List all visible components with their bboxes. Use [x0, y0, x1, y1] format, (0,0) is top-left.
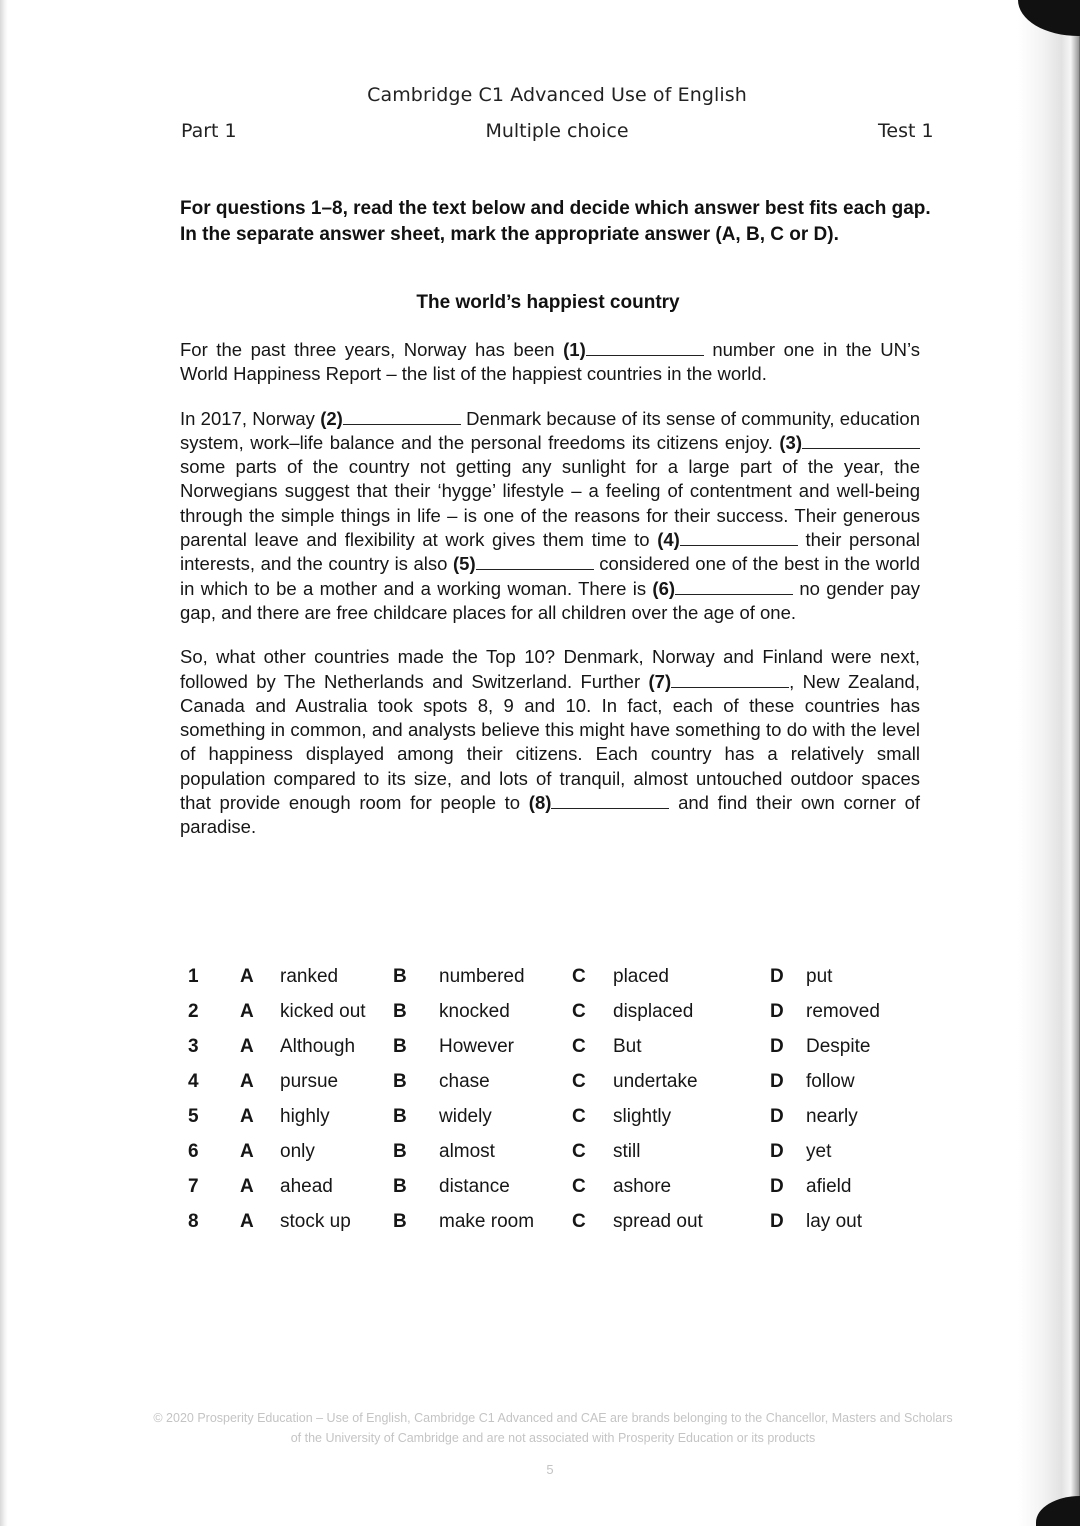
document-title: Cambridge C1 Advanced Use of English — [367, 84, 747, 106]
text-run: and find their own corner of paradise. — [180, 792, 920, 838]
question-marker-8: (8) — [528, 792, 552, 814]
option-a: ahead — [280, 1176, 333, 1197]
option-letter-d: D — [770, 1211, 784, 1232]
question-marker-6: (6) — [652, 577, 676, 599]
options-row — [180, 1030, 940, 1065]
question-marker-7: (7) — [648, 670, 672, 692]
options-row — [180, 1170, 940, 1205]
paragraph-1 — [180, 338, 920, 387]
option-letter-c: C — [572, 1036, 586, 1057]
option-letter-a: A — [240, 1001, 254, 1022]
option-letter-b: B — [393, 1176, 407, 1197]
text-run: number one in the UN’s World Happiness Report – the list of the happiest countries in the world. — [180, 339, 921, 385]
option-letter-a: A — [240, 966, 254, 987]
option-letter-b: B — [393, 1001, 407, 1022]
test-label: Test 1 — [878, 120, 934, 142]
paragraph-3 — [180, 645, 920, 839]
text-run: some parts of the country not getting any sunlight for a large part of the year, the Norwegians suggest that their ‘hygge’ lifestyle – a feeling of contentment and well-being through the simple things in life – is one of the reasons for their success. Their generous parental leave and flexibility at work gives them time to — [180, 456, 920, 551]
option-a: stock up — [280, 1211, 351, 1232]
option-letter-d: D — [770, 966, 784, 987]
option-letter-c: C — [572, 1211, 586, 1232]
answer-gap-7 — [671, 671, 789, 688]
options-row — [180, 1100, 940, 1135]
question-number: 4 — [188, 1071, 199, 1092]
option-letter-b: B — [393, 1071, 407, 1092]
option-c: undertake — [613, 1071, 698, 1092]
option-b: However — [439, 1036, 514, 1057]
option-letter-c: C — [572, 1141, 586, 1162]
option-letter-b: B — [393, 966, 407, 987]
options-row — [180, 1205, 940, 1240]
option-a: kicked out — [280, 1001, 366, 1022]
option-d: nearly — [806, 1106, 858, 1127]
text-run: considered one of the best in the world in which to be a mother and a working woman. There is — [180, 553, 920, 599]
option-letter-d: D — [770, 1001, 784, 1022]
options-row — [180, 1065, 940, 1100]
option-c: placed — [613, 966, 669, 987]
option-c: still — [613, 1141, 641, 1162]
answer-gap-5 — [476, 553, 594, 570]
scan-right-edge — [1018, 0, 1080, 1526]
paragraph-2 — [180, 407, 920, 626]
option-letter-d: D — [770, 1176, 784, 1197]
option-d: yet — [806, 1141, 832, 1162]
answer-gap-1 — [586, 339, 704, 356]
option-c: ashore — [613, 1176, 672, 1197]
option-d: put — [806, 966, 833, 987]
question-number: 6 — [188, 1141, 199, 1162]
text-run: no gender pay gap, and there are free childcare places for all children over the age of one. — [180, 577, 920, 623]
option-d: Despite — [806, 1036, 871, 1057]
question-marker-3: (3) — [779, 431, 802, 453]
page-number: 5 — [546, 1462, 554, 1477]
option-letter-a: A — [240, 1106, 254, 1127]
option-letter-b: B — [393, 1141, 407, 1162]
option-b: widely — [439, 1106, 492, 1127]
passage — [180, 338, 920, 860]
option-letter-a: A — [240, 1036, 254, 1057]
answer-options-table — [180, 960, 940, 1240]
question-number: 8 — [188, 1211, 199, 1232]
question-number: 2 — [188, 1001, 199, 1022]
option-letter-a: A — [240, 1071, 254, 1092]
option-letter-a: A — [240, 1211, 254, 1232]
option-c: slightly — [613, 1106, 672, 1127]
answer-gap-8 — [551, 792, 669, 809]
text-run: Denmark because of its sense of community, education system, work–life balance and the personal freedoms its citizens enjoy. — [180, 407, 920, 453]
answer-gap-4 — [680, 529, 798, 546]
question-number: 1 — [188, 966, 199, 987]
question-marker-2: (2) — [320, 407, 343, 429]
option-d: afield — [806, 1176, 852, 1197]
text-run: So, what other countries made the Top 10? Denmark, Norway and Finland were next, followed by The Netherlands and Switzerland. Further — [180, 646, 920, 692]
question-number: 7 — [188, 1176, 199, 1197]
option-d: lay out — [806, 1211, 862, 1232]
text-run: , New Zealand, Canada and Australia took spots 8, 9 and 10. In fact, each of these countries has something in common, and analysts believe this might have something to do with the level of happiness displayed among their citizens. Each country has a relatively small population compared to its size, and lots of tranquil, almost untouched outdoor spaces that provide enough room for people to — [180, 670, 920, 814]
answer-gap-3 — [802, 432, 920, 449]
option-a: pursue — [280, 1071, 339, 1092]
option-letter-b: B — [393, 1211, 407, 1232]
option-a: ranked — [280, 966, 339, 987]
option-letter-a: A — [240, 1176, 254, 1197]
option-a: Although — [280, 1036, 356, 1057]
option-a: only — [280, 1141, 315, 1162]
option-b: chase — [439, 1071, 490, 1092]
text-run: their personal interests, and the country is also — [180, 529, 921, 575]
options-row — [180, 960, 940, 995]
option-letter-c: C — [572, 1176, 586, 1197]
option-letter-c: C — [572, 1071, 586, 1092]
question-marker-1: (1) — [563, 339, 586, 360]
options-row — [180, 995, 940, 1030]
option-letter-b: B — [393, 1036, 407, 1057]
option-c: displaced — [613, 1001, 694, 1022]
text-run: In 2017, Norway — [180, 407, 321, 429]
option-b: numbered — [439, 966, 525, 987]
text-run: For the past three years, Norway has been — [180, 339, 564, 360]
question-number: 3 — [188, 1036, 199, 1057]
option-d: follow — [806, 1071, 855, 1092]
question-marker-4: (4) — [657, 529, 680, 551]
task-type: Multiple choice — [485, 120, 629, 142]
option-b: knocked — [439, 1001, 510, 1022]
option-letter-d: D — [770, 1106, 784, 1127]
text-title: The world’s happiest country — [416, 292, 680, 313]
option-d: removed — [806, 1001, 880, 1022]
option-c: But — [613, 1036, 642, 1057]
option-letter-c: C — [572, 966, 586, 987]
answer-gap-2 — [343, 408, 461, 425]
option-letter-d: D — [770, 1036, 784, 1057]
option-letter-c: C — [572, 1001, 586, 1022]
option-b: almost — [439, 1141, 495, 1162]
part-label: Part 1 — [181, 120, 237, 142]
options-row — [180, 1135, 940, 1170]
option-letter-c: C — [572, 1106, 586, 1127]
option-a: highly — [280, 1106, 330, 1127]
option-letter-d: D — [770, 1071, 784, 1092]
option-c: spread out — [613, 1211, 703, 1232]
option-letter-b: B — [393, 1106, 407, 1127]
copyright-footer: © 2020 Prosperity Education – Use of English, Cambridge C1 Advanced and CAE are brands belonging to the Chancellor, Masters and Scholars of the University of Cambridge and are not associated with Prosperity Education or its products — [153, 1411, 953, 1445]
option-letter-d: D — [770, 1141, 784, 1162]
instructions: For questions 1–8, read the text below and decide which answer best fits each gap. In the separate answer sheet, mark the appropriate answer (A, B, C or D). — [180, 198, 931, 245]
option-b: make room — [439, 1211, 535, 1232]
question-number: 5 — [188, 1106, 199, 1127]
option-b: distance — [439, 1176, 510, 1197]
option-letter-a: A — [240, 1141, 254, 1162]
question-marker-5: (5) — [453, 553, 476, 575]
scan-left-edge — [0, 0, 8, 1526]
answer-gap-6 — [675, 578, 793, 595]
